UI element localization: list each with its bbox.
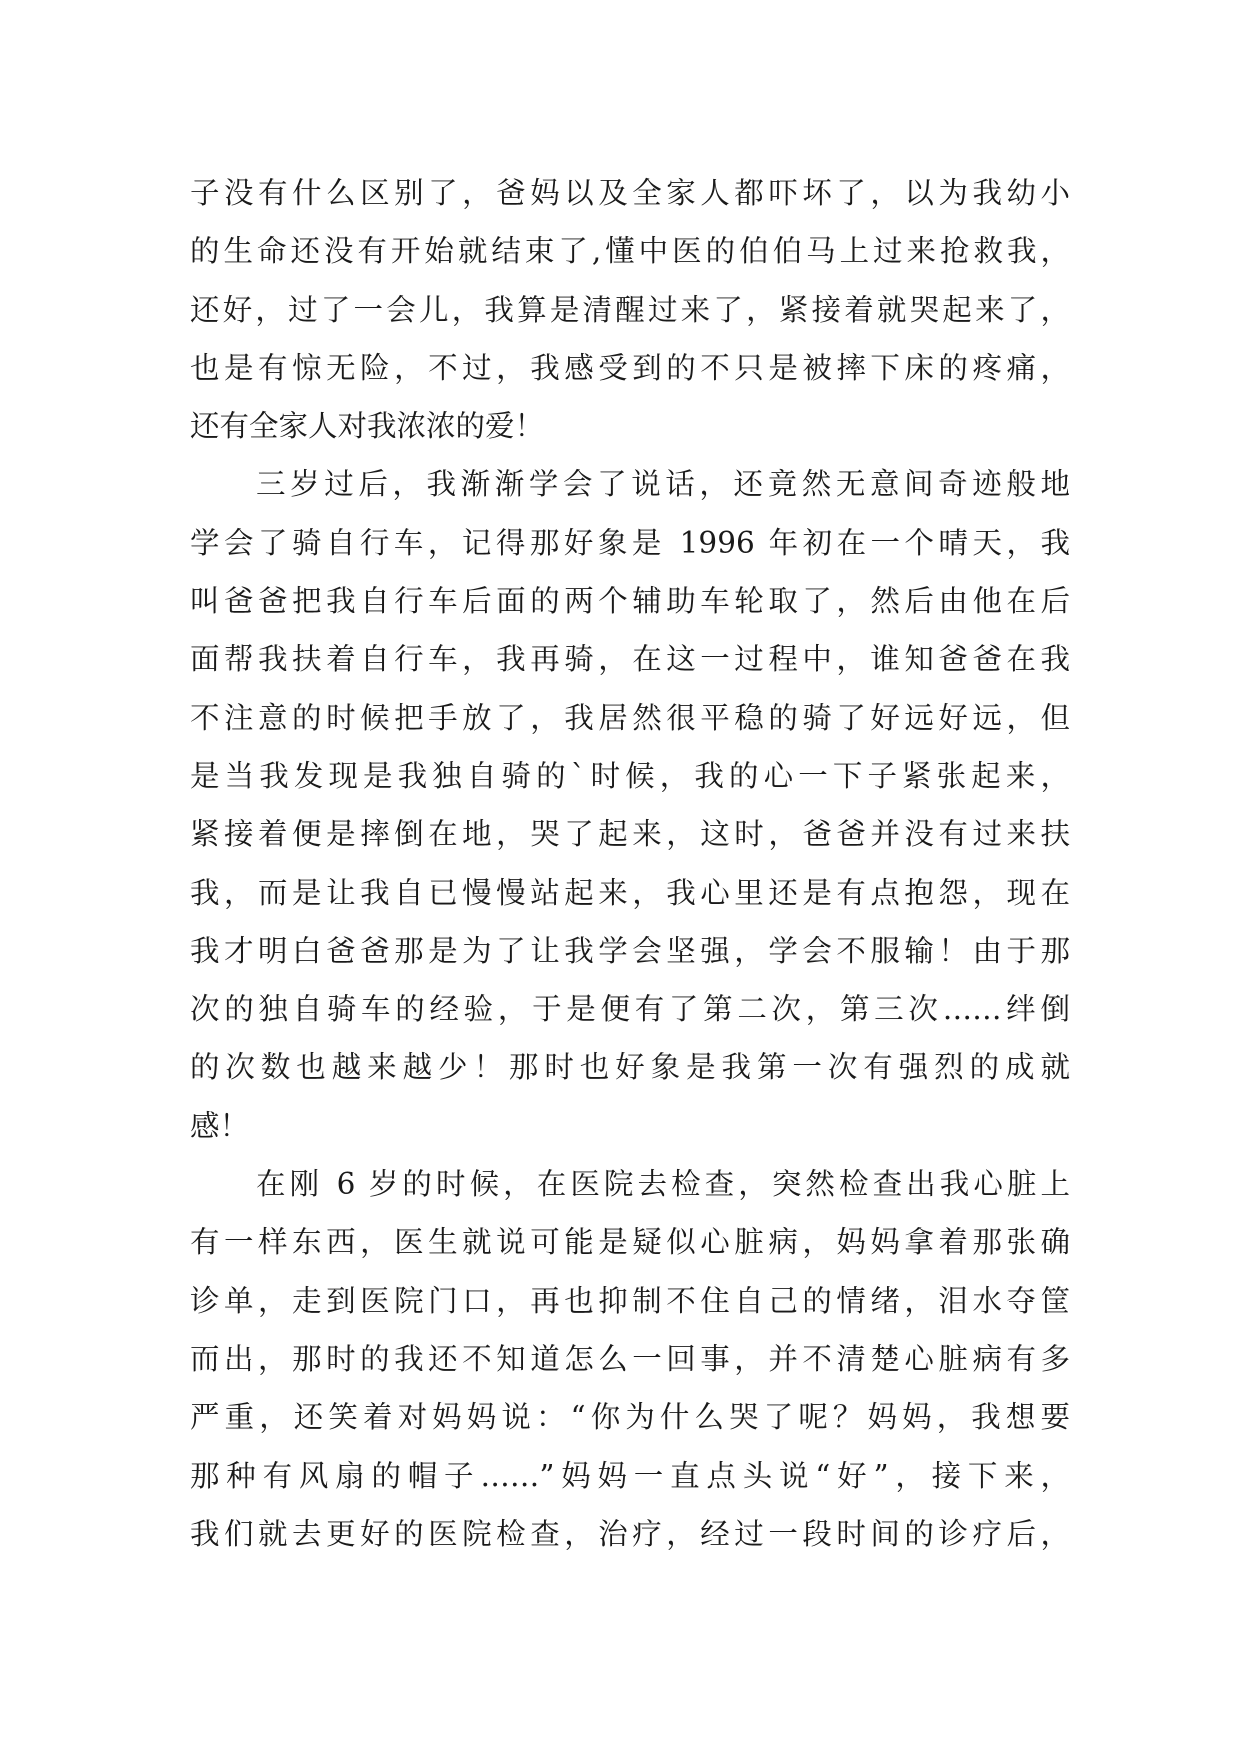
text-line: 叫爸爸把我自行车后面的两个辅助车轮取了，然后由他在后 (190, 584, 1070, 619)
text-line: 而出，那时的我还不知道怎么一回事，并不清楚心脏病有多 (190, 1341, 1070, 1376)
text-line: 感！ (190, 1108, 250, 1143)
text-line: 诊单，走到医院门口，再也抑制不住自己的情绪，泪水夺筐 (190, 1283, 1070, 1318)
text-line: 还好，过了一会儿，我算是清醒过来了，紧接着就哭起来了， (190, 292, 1070, 327)
text-line: 面帮我扶着自行车，我再骑，在这一过程中，谁知爸爸在我 (190, 642, 1070, 677)
text-line: 还有全家人对我浓浓的爱！ (190, 409, 545, 444)
text-line: 子没有什么区别了，爸妈以及全家人都吓坏了，以为我幼小 (190, 176, 1070, 210)
paragraph-first-line: 三岁过后，我渐渐学会了说话，还竟然无意间奇迹般地 (256, 467, 1070, 502)
text-line: 我，而是让我自已慢慢站起来，我心里还是有点抱怨，现在 (190, 875, 1070, 910)
document-body (190, 164, 1070, 1563)
text-line: 有一样东西，医生就说可能是疑似心脏病，妈妈拿着那张确 (190, 1225, 1070, 1260)
text-line: 我们就去更好的医院检查，治疗，经过一段时间的诊疗后， (190, 1516, 1070, 1551)
text-line: 也是有惊无险，不过，我感受到的不只是被摔下床的疼痛， (190, 350, 1070, 385)
text-line: 我才明白爸爸那是为了让我学会坚强，学会不服输！由于那 (190, 933, 1070, 968)
text-line: 是当我发现是我独自骑的`时候，我的心一下子紧张起来， (190, 758, 1070, 793)
paragraph-first-line: 在刚 6 岁的时候，在医院去检查，突然检查出我心脏上 (256, 1167, 1070, 1202)
text-line: 的次数也越来越少！那时也好象是我第一次有强烈的成就 (190, 1050, 1070, 1085)
text-line: 的生命还没有开始就结束了,懂中医的伯伯马上过来抢救我， (190, 234, 1070, 269)
text-line: 那种有风扇的帽子……”妈妈一直点头说“好”，接下来， (190, 1458, 1070, 1493)
text-line: 严重，还笑着对妈妈说：“你为什么哭了呢？妈妈，我想要 (190, 1400, 1070, 1435)
text-line: 学会了骑自行车，记得那好象是 1996 年初在一个晴天，我 (190, 525, 1070, 560)
text-line: 次的独自骑车的经验，于是便有了第二次，第三次……绊倒 (190, 992, 1070, 1027)
text-line: 紧接着便是摔倒在地，哭了起来，这时，爸爸并没有过来扶 (190, 817, 1070, 852)
text-line: 不注意的时候把手放了，我居然很平稳的骑了好远好远，但 (190, 700, 1070, 735)
